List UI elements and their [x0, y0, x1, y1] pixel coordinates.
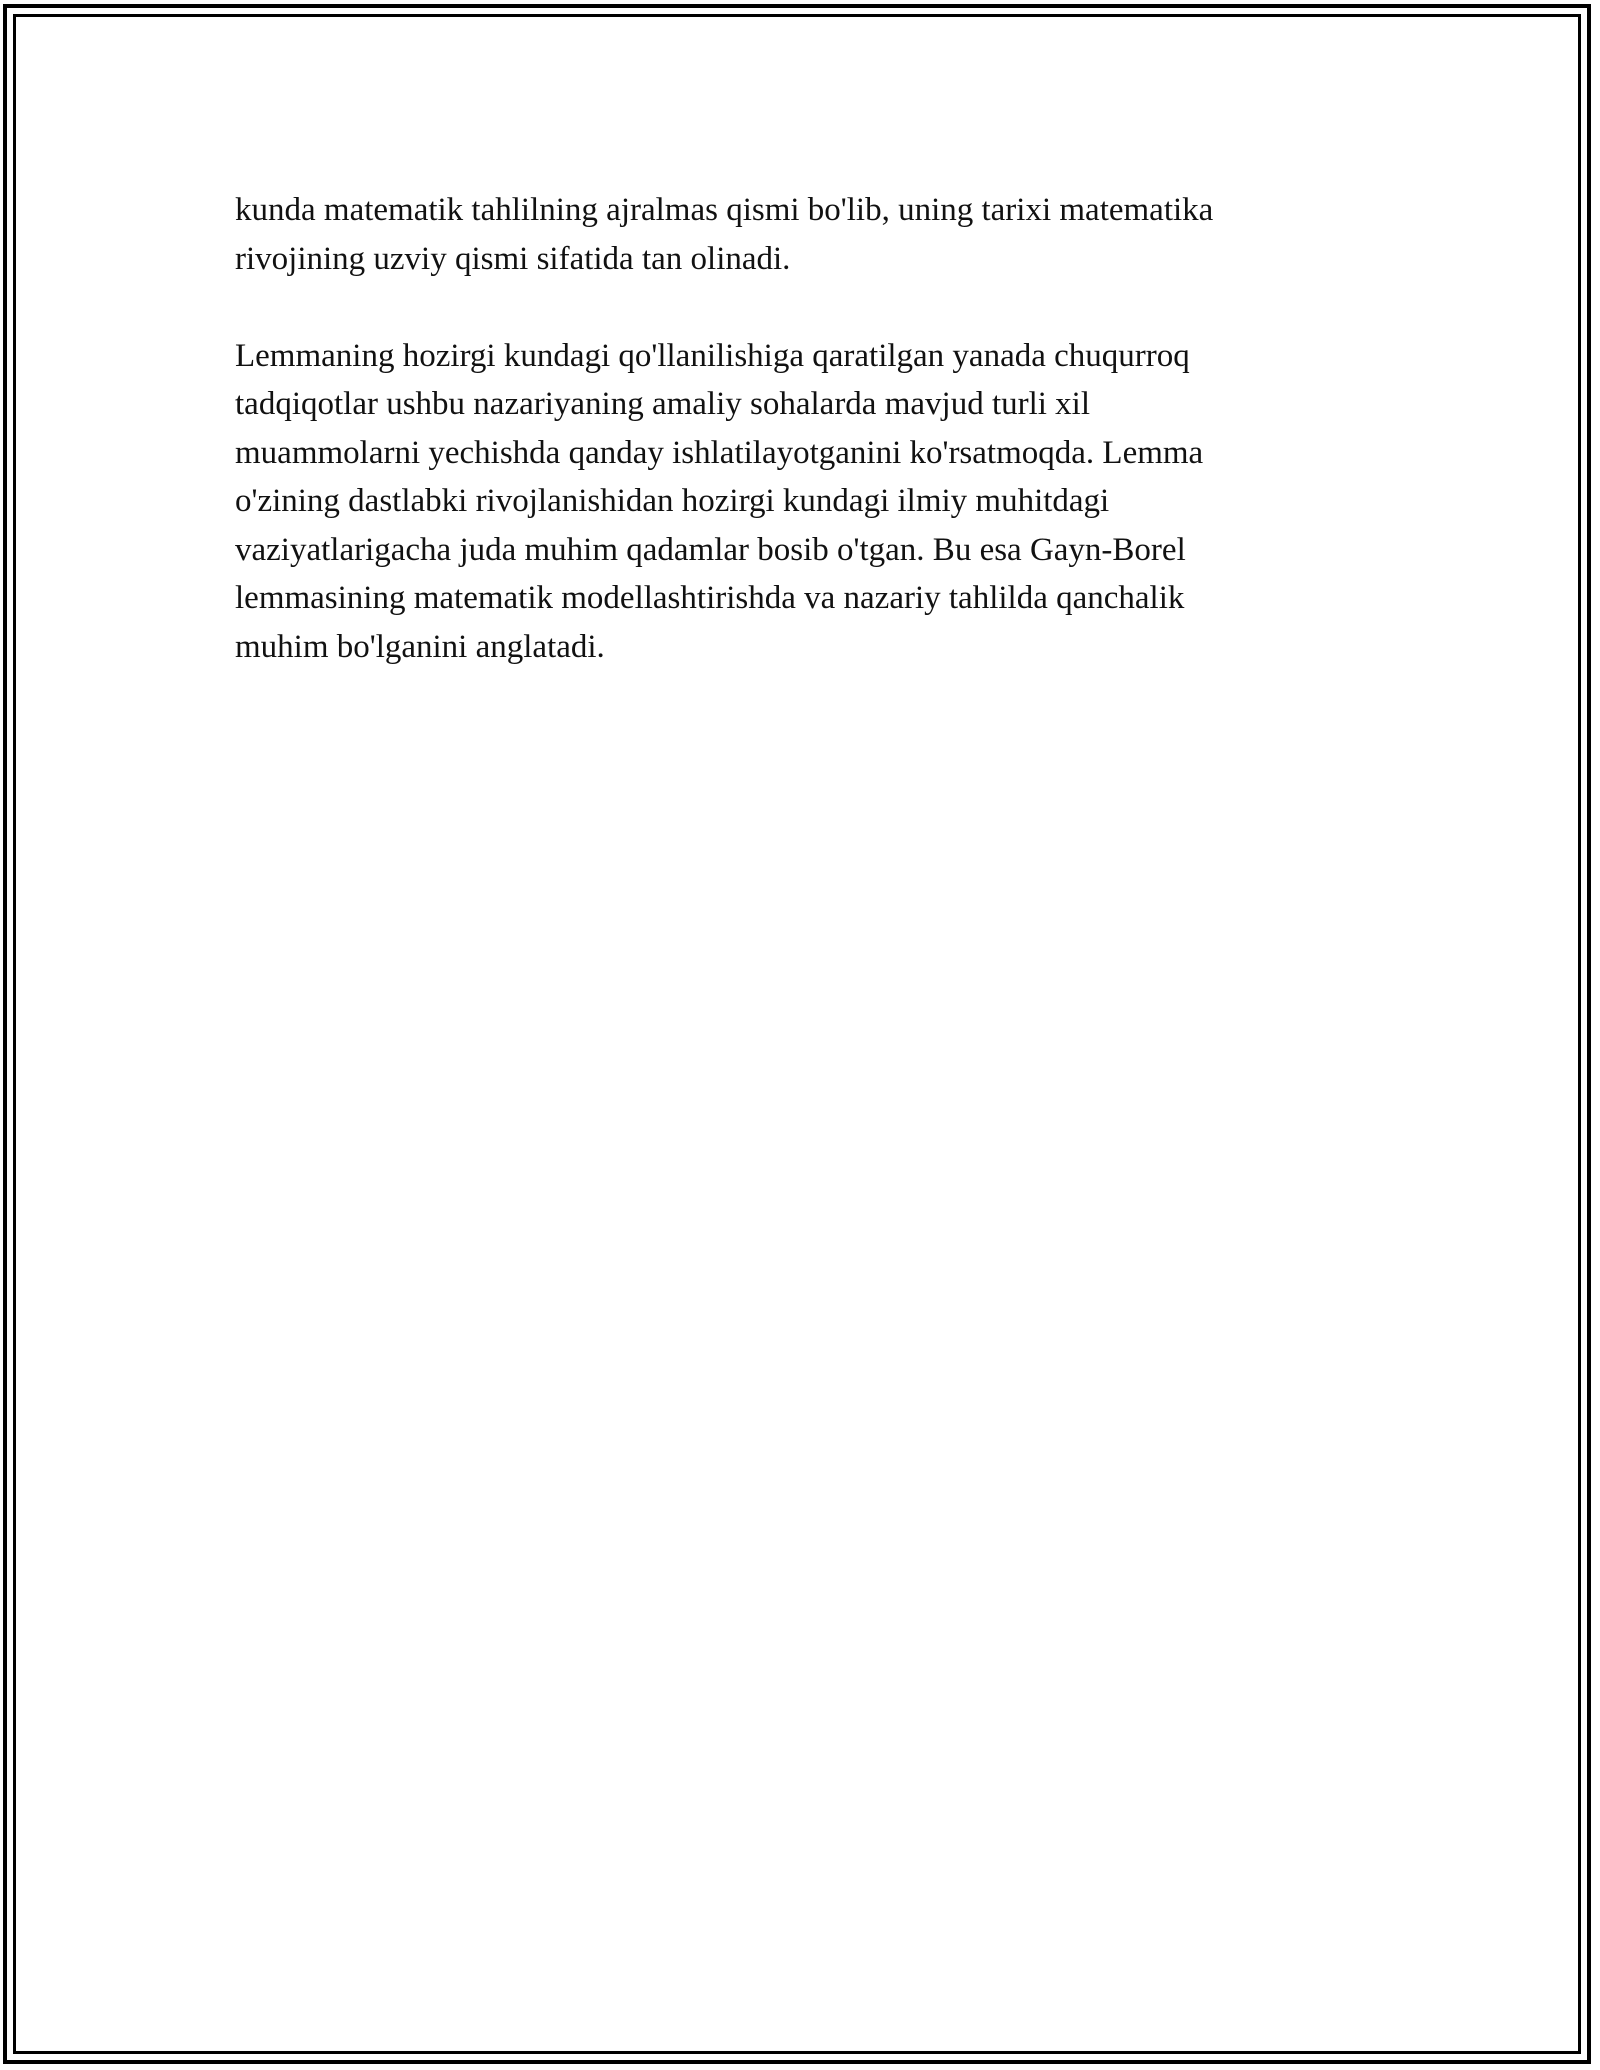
paragraph-line: kunda matematik tahlilning ajralmas qismi bo'lib, uning tarixi matematika: [235, 192, 1214, 228]
paragraph-line: muhim bo'lganini anglatadi.: [235, 628, 605, 665]
paragraph-line: lemmasining matematik modellashtirishda va nazariy tahlilda qanchalik: [235, 580, 1185, 616]
paragraph-line: tadqiqotlar ushbu nazariyaning amaliy sohalarda mavjud turli xil: [235, 386, 1091, 422]
paragraph-line: muammolarni yechishda qanday ishlatilayotganini ko'rsatmoqda. Lemma: [235, 434, 1204, 471]
paragraph-1: [235, 186, 1355, 283]
paragraph-line: o'zining dastlabki rivojlanishidan hozirgi kundagi ilmiy muhitdagi: [235, 483, 1110, 519]
paragraph-line: vaziyatlarigacha juda muhim qadamlar bosib o'tgan. Bu esa Gayn-Borel: [235, 531, 1186, 568]
paragraph-line: Lemmaning hozirgi kundagi qo'llanilishiga qaratilgan yanada chuqurroq: [235, 337, 1190, 374]
document-body: [235, 186, 1355, 671]
paragraph-2: [235, 332, 1355, 672]
paragraph-line: rivojining uzviy qismi sifatida tan olinadi.: [235, 240, 791, 277]
paragraph-spacer: [235, 283, 1355, 332]
